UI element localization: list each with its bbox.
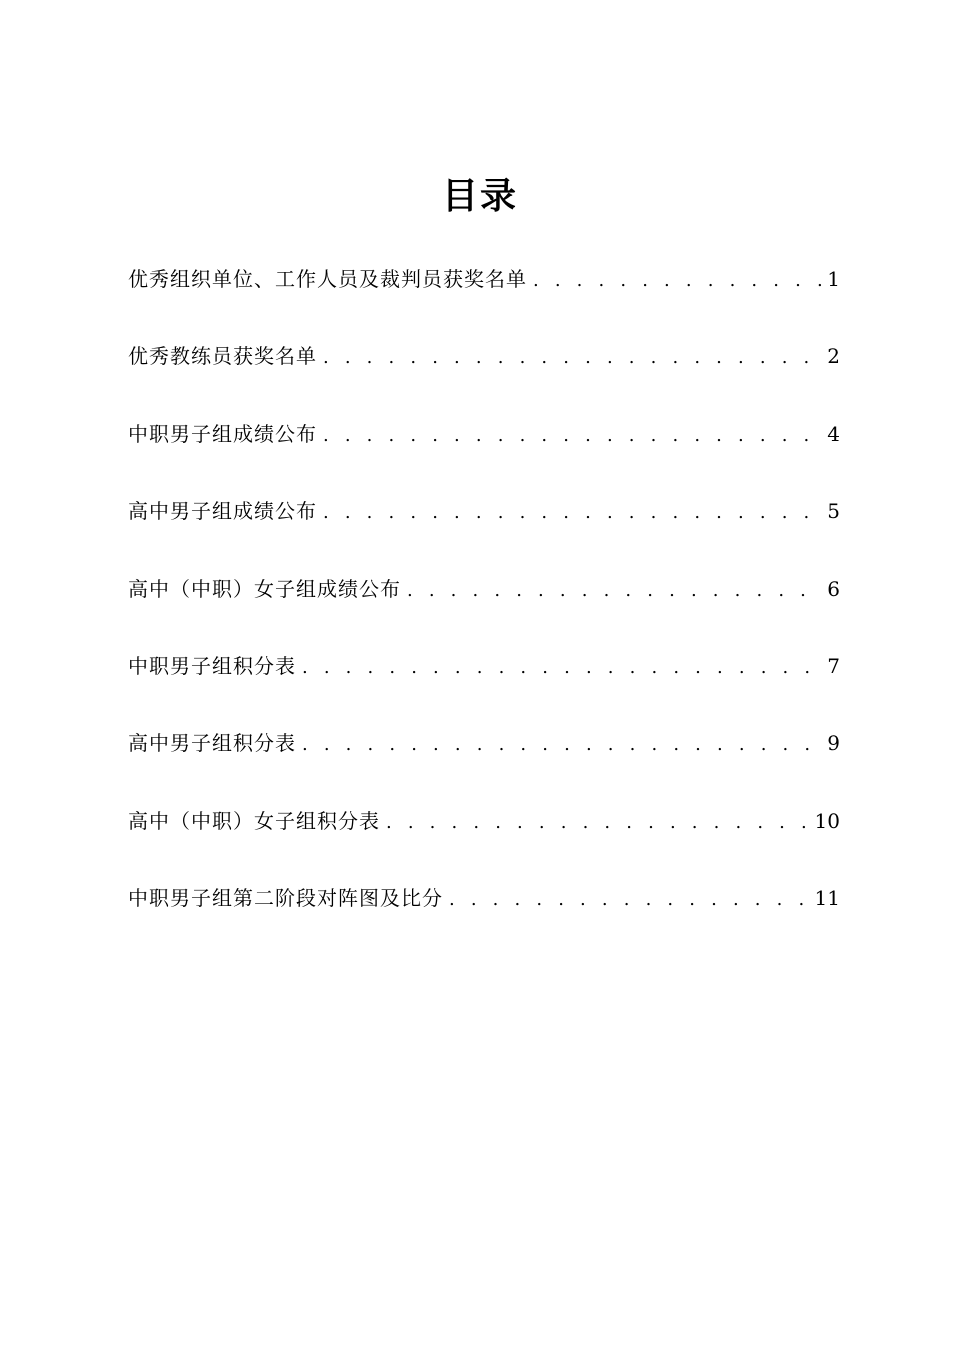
toc-entry-page: 7 bbox=[827, 653, 840, 678]
toc-dot-leader bbox=[323, 341, 823, 375]
toc-dot-leader bbox=[302, 651, 823, 685]
toc-list bbox=[128, 262, 840, 959]
toc-entry-page: 4 bbox=[827, 421, 840, 446]
toc-entry[interactable] bbox=[128, 881, 840, 958]
toc-entry-page: 1 bbox=[827, 267, 840, 291]
toc-dot-leader bbox=[302, 728, 823, 762]
toc-entry-label: 高中（中职）女子组成绩公布 bbox=[128, 576, 401, 601]
toc-entry[interactable] bbox=[128, 417, 840, 494]
toc-entry-page: 9 bbox=[827, 731, 840, 756]
toc-entry[interactable] bbox=[128, 649, 840, 726]
toc-entry-page: 6 bbox=[827, 576, 840, 601]
toc-entry-label: 高中（中职）女子组积分表 bbox=[128, 808, 380, 833]
toc-entry[interactable] bbox=[128, 804, 840, 881]
toc-dot-leader bbox=[386, 806, 811, 840]
toc-entry-label: 高中男子组成绩公布 bbox=[128, 499, 317, 524]
toc-entry[interactable] bbox=[128, 494, 840, 571]
toc-title: 目录 bbox=[441, 175, 518, 217]
toc-entry[interactable] bbox=[128, 572, 840, 649]
toc-dot-leader bbox=[323, 419, 823, 453]
toc-entry-page: 11 bbox=[814, 886, 840, 911]
toc-entry-label: 中职男子组积分表 bbox=[128, 653, 296, 678]
toc-entry-label: 优秀教练员获奖名单 bbox=[128, 344, 317, 369]
toc-entry[interactable] bbox=[128, 262, 840, 339]
toc-entry-page: 2 bbox=[827, 344, 840, 369]
toc-dot-leader bbox=[449, 883, 811, 917]
toc-dot-leader bbox=[323, 496, 823, 530]
toc-entry-label: 中职男子组第二阶段对阵图及比分 bbox=[128, 886, 443, 911]
toc-entry[interactable] bbox=[128, 726, 840, 803]
toc-dot-leader bbox=[533, 264, 823, 298]
toc-entry-page: 5 bbox=[827, 499, 840, 524]
toc-entry-label: 中职男子组成绩公布 bbox=[128, 421, 317, 446]
toc-entry[interactable] bbox=[128, 339, 840, 416]
toc-entry-label: 高中男子组积分表 bbox=[128, 731, 296, 756]
toc-entry-label: 优秀组织单位、工作人员及裁判员获奖名单 bbox=[128, 267, 527, 291]
toc-entry-page: 10 bbox=[814, 808, 840, 833]
toc-dot-leader bbox=[407, 574, 823, 608]
